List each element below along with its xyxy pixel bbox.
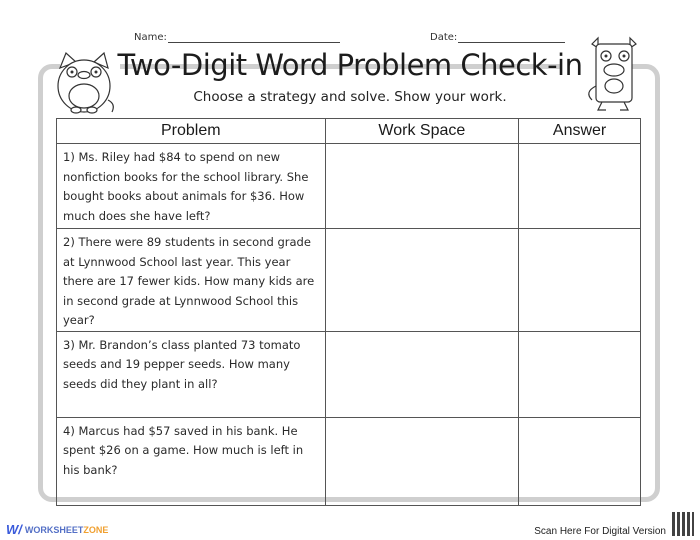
answer-cell[interactable] [519, 417, 641, 505]
work-space-cell[interactable] [325, 144, 519, 229]
problem-cell: 3) Mr. Brandon’s class planted 73 tomato seeds and 19 pepper seeds. How many seeds did they plant in all? [57, 331, 326, 417]
scan-text: Scan Here For Digital Version [534, 526, 666, 537]
table-header-row [57, 119, 641, 144]
logo-text-zone: ZONE [83, 524, 109, 535]
table-row [57, 331, 641, 417]
qr-code-icon[interactable] [672, 512, 694, 536]
table-row [57, 417, 641, 505]
column-header-work-space: Work Space [325, 119, 519, 144]
logo-text-worksheet: WORKSHEET [24, 524, 84, 535]
date-line[interactable] [458, 33, 565, 43]
problem-cell: 1) Ms. Riley had $84 to spend on new nonfiction books for the school library. She bought books about animals for $36. How much does she have left? [57, 144, 326, 229]
name-field[interactable] [134, 32, 340, 43]
date-field[interactable] [430, 32, 565, 43]
answer-cell[interactable] [519, 144, 641, 229]
page-subtitle: Choose a strategy and solve. Show your work. [193, 89, 507, 105]
date-label: Date: [430, 32, 458, 43]
name-line[interactable] [168, 33, 340, 43]
answer-cell[interactable] [519, 229, 641, 332]
problem-cell: 4) Marcus had $57 saved in his bank. He spent $26 on a game. How much is left in his bank? [57, 417, 326, 505]
column-header-answer: Answer [519, 119, 641, 144]
problem-cell: 2) There were 89 students in second grade at Lynnwood School last year. This year there are 17 fewer kids. How many kids are in second grade at Lynnwood School this year? [57, 229, 326, 332]
worksheet-zone-logo[interactable] [6, 522, 108, 537]
answer-cell[interactable] [519, 331, 641, 417]
column-header-problem: Problem [57, 119, 326, 144]
work-space-cell[interactable] [325, 331, 519, 417]
page-title: Two-Digit Word Problem Check-in [117, 48, 583, 82]
work-space-cell[interactable] [325, 229, 519, 332]
table-row [57, 229, 641, 332]
logo-mark-icon: W/ [6, 522, 22, 537]
problem-table [56, 118, 641, 506]
name-label: Name: [134, 32, 167, 43]
work-space-cell[interactable] [325, 417, 519, 505]
table-row [57, 144, 641, 229]
